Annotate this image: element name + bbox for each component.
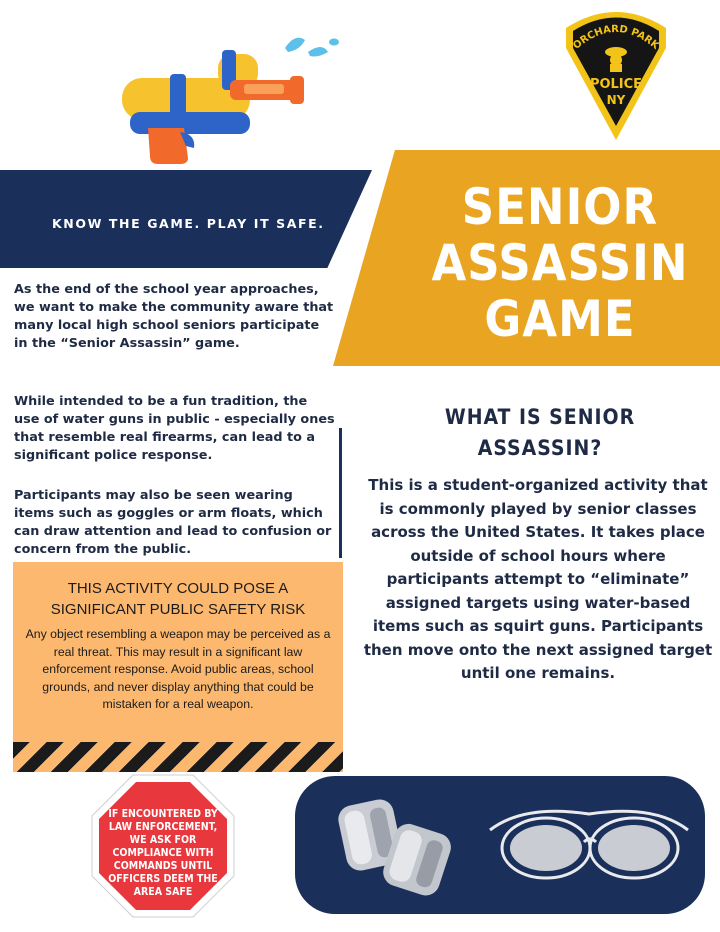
intro-paragraph: As the end of the school year approaches, we want to make the community aware that many local high school seniors participate in the “Senior Assassin” game. [14, 282, 334, 351]
water-gun-paragraph: While intended to be a fun tradition, the use of water guns in public - especially ones that resemble real firearms, can lead to a significant police response. [14, 394, 335, 463]
divider-line [339, 428, 342, 558]
water-gun-icon [110, 28, 350, 168]
badge-top-text: ORCHARD PARK [571, 23, 661, 52]
warning-body: Any object resembling a weapon may be perceived as a real threat. This may result in a significant law enforcement response. Avoid public areas, school grounds, and never display anything that could be mistaken for a real weapon. [25, 627, 331, 711]
what-is-body: This is a student-organized activity that is commonly played by senior classes across the United States. It takes place outside of school hours where participants attempt to “eliminate” assigned targets using water-based items such as squirt guns. Participants then move onto the next assigned target until one remains. [363, 476, 713, 682]
title-line-2: ASSASSIN [431, 234, 689, 292]
warning-title: THIS ACTIVITY COULD POSE A SIGNIFICANT PUBLIC SAFETY RISK [50, 580, 306, 618]
police-badge-icon [560, 8, 672, 144]
goggles-icon [484, 800, 694, 890]
what-is-heading: WHAT IS SENIOR ASSASSIN? [444, 405, 636, 460]
title-line-1: SENIOR [461, 178, 659, 236]
badge-middle-text: POLICE [589, 77, 643, 92]
badge-bottom-text: NY [606, 93, 626, 107]
stop-sign-text: IF ENCOUNTERED BY LAW ENFORCEMENT, WE ASK FOR COMPLIANCE WITH COMMANDS UNTIL OFFICERS DEEM THE AREA SAFE [108, 808, 218, 898]
attire-paragraph: Participants may also be seen wearing items such as goggles or arm floats, which can draw attention and lead to confusion or concern from the public. [14, 488, 332, 557]
tagline-text: KNOW THE GAME. PLAY IT SAFE. [52, 216, 325, 231]
title-line-3: GAME [484, 290, 636, 348]
hazard-stripe [13, 742, 343, 772]
arm-floats-icon [330, 790, 460, 902]
